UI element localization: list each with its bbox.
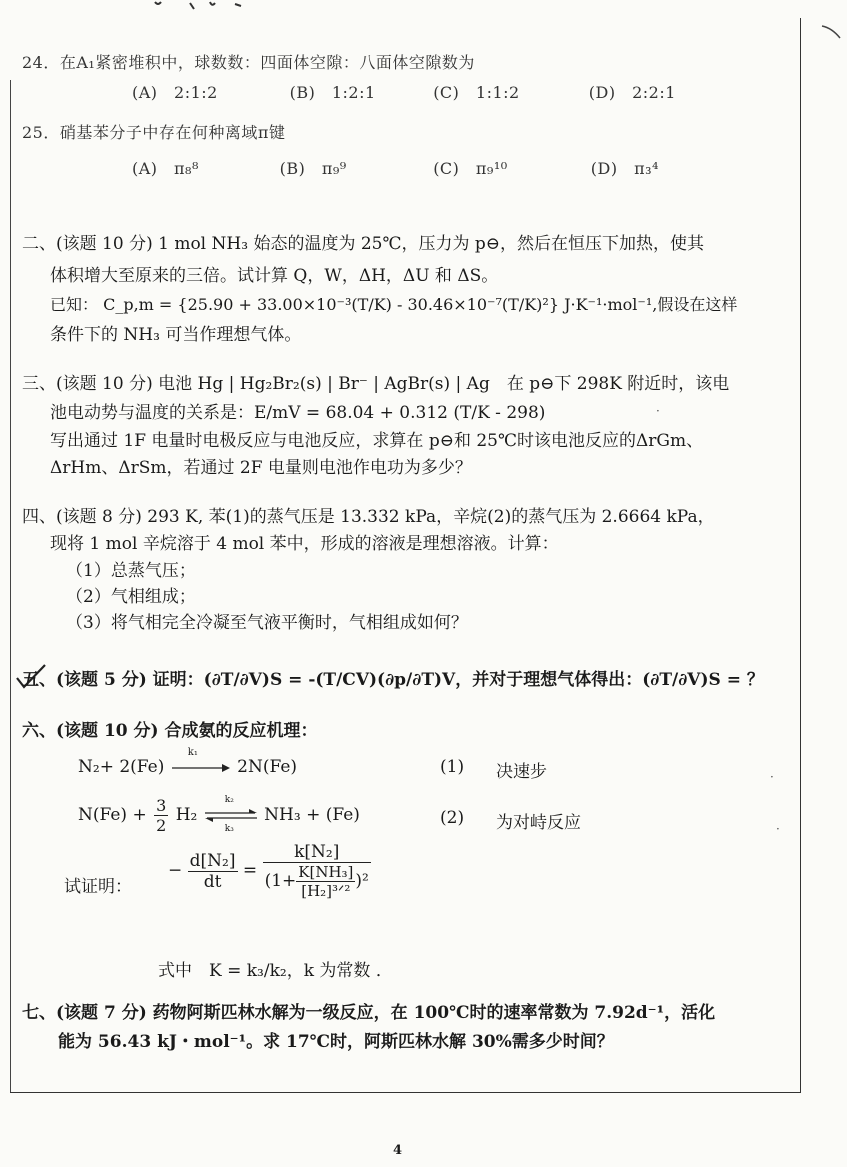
- rate-constant-k1: k₁: [187, 746, 198, 758]
- reaction-1-right: 2N(Fe): [237, 757, 298, 777]
- lhs-numerator: d[N₂]: [189, 850, 236, 871]
- rhs-fraction: [263, 842, 371, 900]
- section-7-line-1: 七、(该题 7 分) 药物阿斯匹林水解为一级反应，在 100℃时的速率常数为 7.92d⁻¹，活化: [22, 1003, 716, 1023]
- section-4-item-3: （3）将气相完全冷凝至气液平衡时，气相组成如何？: [66, 613, 468, 633]
- option-b: (B) 1:2:1: [289, 83, 376, 102]
- equals-sign: =: [242, 860, 263, 881]
- section-6-title: 六、(该题 10 分) 合成氨的反应机理：: [22, 721, 318, 741]
- reaction-2-note: 为对峙反应: [496, 813, 581, 833]
- scan-dot: ·: [656, 404, 660, 418]
- reaction-2-left: N(Fe) +: [78, 805, 147, 825]
- reaction-1-left: N₂+ 2(Fe): [78, 757, 165, 777]
- rhs-inner-fraction: [296, 863, 355, 900]
- option-b: (B) π₉⁹: [279, 159, 347, 178]
- rate-constant-k2: k₂: [224, 794, 234, 805]
- equilibrium-arrow: [203, 794, 259, 834]
- page-border-left: [10, 80, 11, 1092]
- reaction-1-note: 决速步: [496, 762, 547, 782]
- corner-mark: [820, 22, 844, 42]
- question-25: 25．硝基苯分子中存在何种离域π键: [22, 123, 286, 142]
- prove-label: 试证明：: [64, 877, 132, 897]
- rate-constant-k3: k₃: [224, 823, 234, 834]
- fraction-denominator: 2: [156, 816, 167, 835]
- scan-artifact-marks: [150, 0, 270, 14]
- section-7-line-2: 能为 56.43 kJ・mol⁻¹。求 17℃时，阿斯匹林水解 30%需多少时间？: [58, 1032, 614, 1052]
- option-a: (A) π₈⁸: [132, 159, 199, 178]
- section-4-item-2: （2）气相组成；: [66, 587, 196, 607]
- rhs-den-close: )²: [355, 871, 369, 891]
- section-3-line-1: 三、(该题 10 分) 电池 Hg | Hg₂Br₂(s) | Br⁻ | AgBr(s) | Ag 在 p⊖下 298K 附近时，该电: [22, 374, 730, 394]
- option-a: (A) 2:1:2: [132, 83, 218, 102]
- rhs-inner-numerator: K[NH₃]: [298, 863, 354, 881]
- question-24: 24．在A₁紧密堆积中，球数数：四面体空隙：八面体空隙数为: [22, 53, 475, 72]
- reaction-2-fraction: [154, 796, 168, 835]
- option-c: (C) π₉¹⁰: [433, 159, 508, 178]
- section-4-line-1: 四、(该题 8 分) 293 K, 苯(1)的蒸气压是 13.332 kPa，辛烷(2)的蒸气压为 2.6664 kPa，: [22, 507, 715, 527]
- lhs-fraction: [188, 851, 238, 892]
- section-3-line-4: ΔrHm、ΔrSm，若通过 2F 电量则电池作电功为多少？: [50, 458, 472, 478]
- rhs-den-open: (1+: [264, 871, 297, 891]
- question-25-options: [132, 156, 659, 179]
- minus-sign: −: [168, 860, 183, 881]
- rhs-inner-denominator: [H₂]³ᐟ²: [301, 882, 351, 900]
- reaction-2-number: (2): [440, 808, 465, 828]
- rhs-numerator: k[N₂]: [263, 842, 371, 863]
- reaction-1: [78, 746, 298, 777]
- section-2-line-2: 体积增大至原来的三倍。试计算 Q，W，ΔH，ΔU 和 ΔS。: [50, 266, 499, 286]
- reaction-2-right: NH₃ + (Fe): [264, 805, 360, 825]
- question-24-options: [132, 80, 676, 103]
- reaction-2-h2: H₂: [175, 805, 198, 825]
- reaction-2: [78, 796, 360, 835]
- reaction-1-number: (1): [440, 757, 465, 777]
- option-c: (C) 1:1:2: [433, 83, 520, 102]
- section-3-line-2: 池电动势与温度的关系是：E/mV = 68.04 + 0.312 (T/K - 298): [50, 403, 546, 423]
- section-3-line-3: 写出通过 1F 电量时电极反应与电池反应，求算在 p⊖和 25℃时该电池反应的ΔrGm、: [50, 431, 704, 451]
- fraction-numerator: 3: [156, 796, 167, 815]
- section-4-item-1: （1）总蒸气压；: [66, 561, 196, 581]
- reaction-1-arrow: [170, 746, 232, 777]
- rhs-denominator: [263, 863, 371, 900]
- option-d: (D) π₃⁴: [590, 159, 659, 178]
- where-line: 式中 K = k₃/k₂，k 为常数 ．: [158, 961, 393, 981]
- section-2-line-4: 条件下的 NH₃ 可当作理想气体。: [50, 325, 302, 345]
- section-2-line-1: 二、(该题 10 分) 1 mol NH₃ 始态的温度为 25℃，压力为 p⊖，然后在恒压下加热，使其: [22, 234, 705, 254]
- section-2-line-3: 已知： C_p,m = {25.90 + 33.00×10⁻³(T/K) - 30.46×10⁻⁷(T/K)²} J·K⁻¹·mol⁻¹,假设在这样: [50, 295, 738, 314]
- section-5-line-1: 五、(该题 5 分) 证明：(∂T/∂V)S = -(T/CV)(∂p/∂T)V，并对于理想气体得出：(∂T/∂V)S = ？: [22, 670, 764, 690]
- lhs-denominator: dt: [203, 871, 222, 892]
- section-4-line-2: 现将 1 mol 辛烷溶于 4 mol 苯中，形成的溶液是理想溶液。计算：: [50, 534, 559, 554]
- scan-dot: ·: [770, 770, 774, 784]
- option-d: (D) 2:2:1: [588, 83, 676, 102]
- scan-dot: ·: [776, 822, 780, 836]
- page-number: 4: [393, 1143, 403, 1158]
- rate-equation: [168, 842, 371, 900]
